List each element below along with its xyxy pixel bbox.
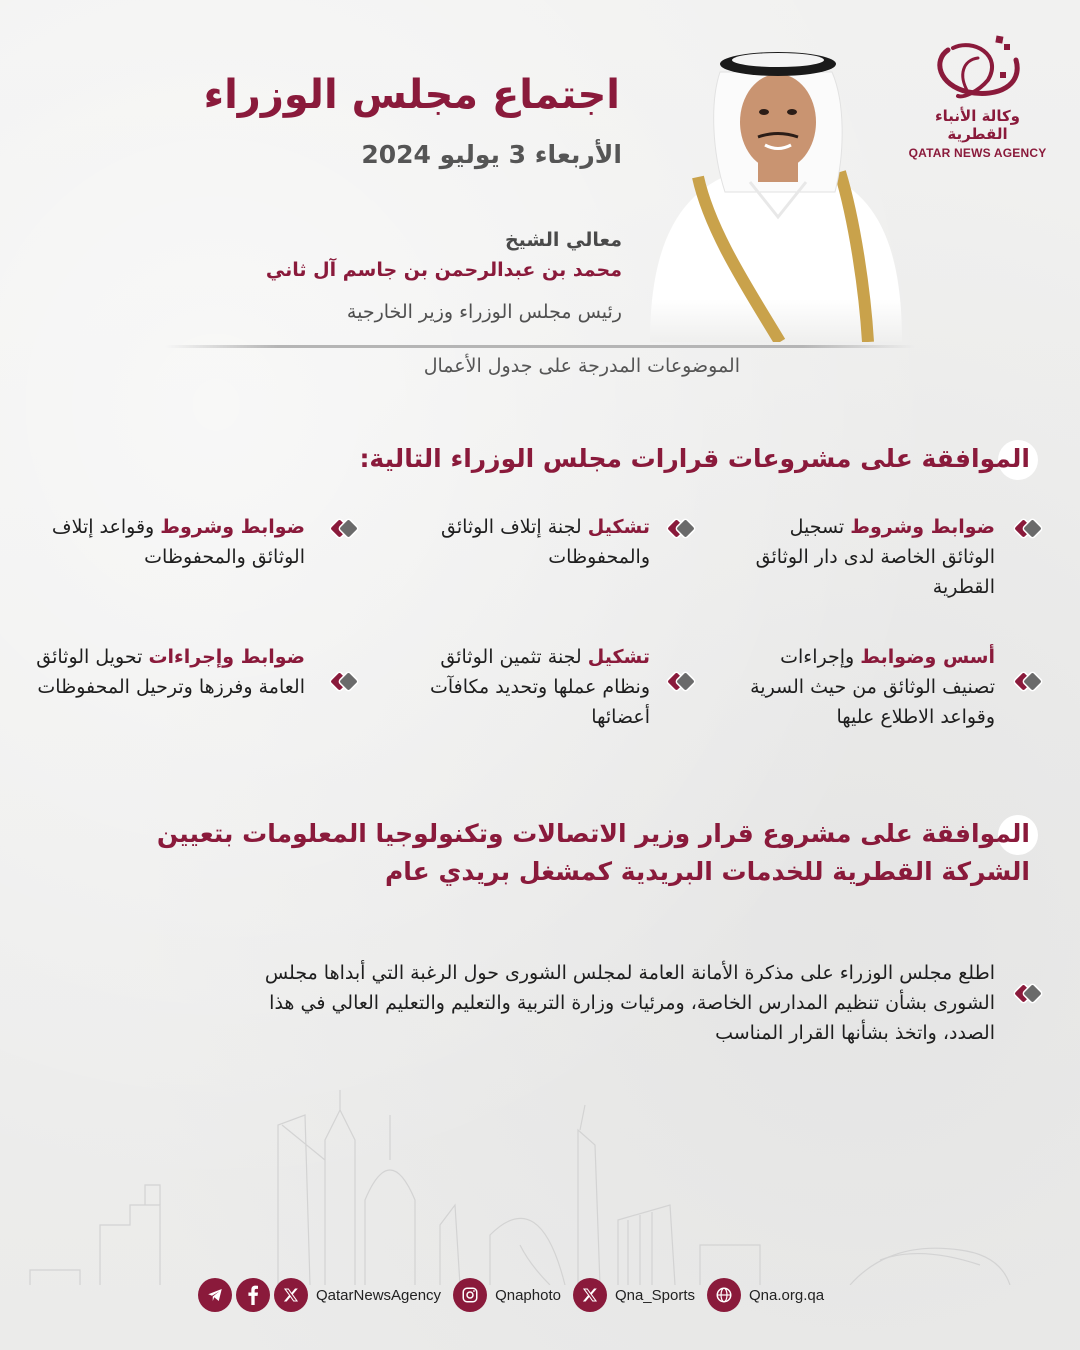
diamond-bullet-icon [1014, 673, 1044, 691]
qna-logo [905, 30, 1050, 160]
person-name: محمد بن عبدالرحمن بن جاسم آل ثاني [265, 259, 622, 281]
social-handle[interactable]: Qnaphoto [495, 1286, 561, 1304]
social-group-qna-sports [573, 1278, 707, 1312]
resolution-item: ضوابط وشروط تسجيل الوثائق الخاصة لدى دار الوثائق القطرية [755, 516, 995, 598]
social-handle[interactable]: QatarNewsAgency [316, 1286, 442, 1304]
instagram-icon[interactable] [453, 1278, 487, 1312]
resolution-item: ضوابط وشروط وقواعد إتلاف الوثائق والمحفوظات [51, 516, 305, 568]
meeting-date: الأربعاء 3 يوليو 2024 [361, 140, 622, 169]
agenda-label: الموضوعات المدرجة على جدول الأعمال [423, 355, 740, 377]
telegram-icon[interactable] [198, 1278, 232, 1312]
divider [165, 345, 915, 348]
diamond-bullet-icon [667, 673, 697, 691]
diamond-bullet-icon [667, 520, 697, 538]
facebook-icon[interactable] [236, 1278, 270, 1312]
logo-english-text: QATAR NEWS AGENCY [908, 146, 1047, 160]
social-handle[interactable]: Qna_Sports [614, 1286, 695, 1304]
social-footer [198, 1277, 836, 1313]
social-group-qnaphoto [453, 1278, 573, 1312]
social-group-website [707, 1278, 836, 1312]
resolution-item: تشكيل لجنة إتلاف الوثائق والمحفوظات [440, 516, 650, 568]
person-honorific: معالي الشيخ [504, 229, 622, 251]
resolution-item: تشكيل لجنة تثمين الوثائق ونظام عملها وتحديد مكافآت أعضائها [429, 646, 650, 728]
person-role: رئيس مجلس الوزراء وزير الخارجية [346, 301, 622, 323]
diamond-bullet-icon [1014, 985, 1044, 1003]
shura-council-note: اطلع مجلس الوزراء على مذكرة الأمانة العامة لمجلس الشورى حول الرغبة التي أبداها مجلس الشورى بشأن تنظيم المدارس الخاصة، ومرئيات وزارة التربية والتعليم والتعليم العالي في هذا الصدد، واتخذ بشأنها القرار المناسب [264, 962, 995, 1044]
resolution-item: ضوابط وإجراءات تحويل الوثائق العامة وفرزها وترحيل المحفوظات [36, 646, 305, 698]
logo-arabic-text: وكالة الأنباء القطرية [935, 107, 1020, 143]
website-link[interactable]: Qna.org.qa [749, 1286, 825, 1304]
x-icon[interactable] [274, 1278, 308, 1312]
qna-logo-icon [928, 30, 1028, 105]
diamond-bullet-icon [330, 673, 360, 691]
social-group-qatarnewsagency [198, 1278, 453, 1312]
page-title: اجتماع مجلس الوزراء [203, 72, 620, 118]
section-heading-resolutions: الموافقة على مشروعات قرارات مجلس الوزراء التالية: [359, 440, 1030, 478]
x-icon[interactable] [573, 1278, 607, 1312]
resolution-item: أسس وضوابط وإجراءات تصنيف الوثائق من حيث السرية وقواعد الاطلاع عليها [750, 646, 995, 728]
section-heading-postal-operator: الموافقة على مشروع قرار وزير الاتصالات وتكنولوجيا المعلومات بتعيين الشركة القطرية للخدمات البريدية كمشغل بريدي عام [130, 815, 1030, 891]
diamond-bullet-icon [1014, 520, 1044, 538]
doha-skyline-illustration [20, 1085, 1060, 1285]
portrait-photo [640, 42, 915, 342]
diamond-bullet-icon [330, 520, 360, 538]
globe-icon[interactable] [707, 1278, 741, 1312]
